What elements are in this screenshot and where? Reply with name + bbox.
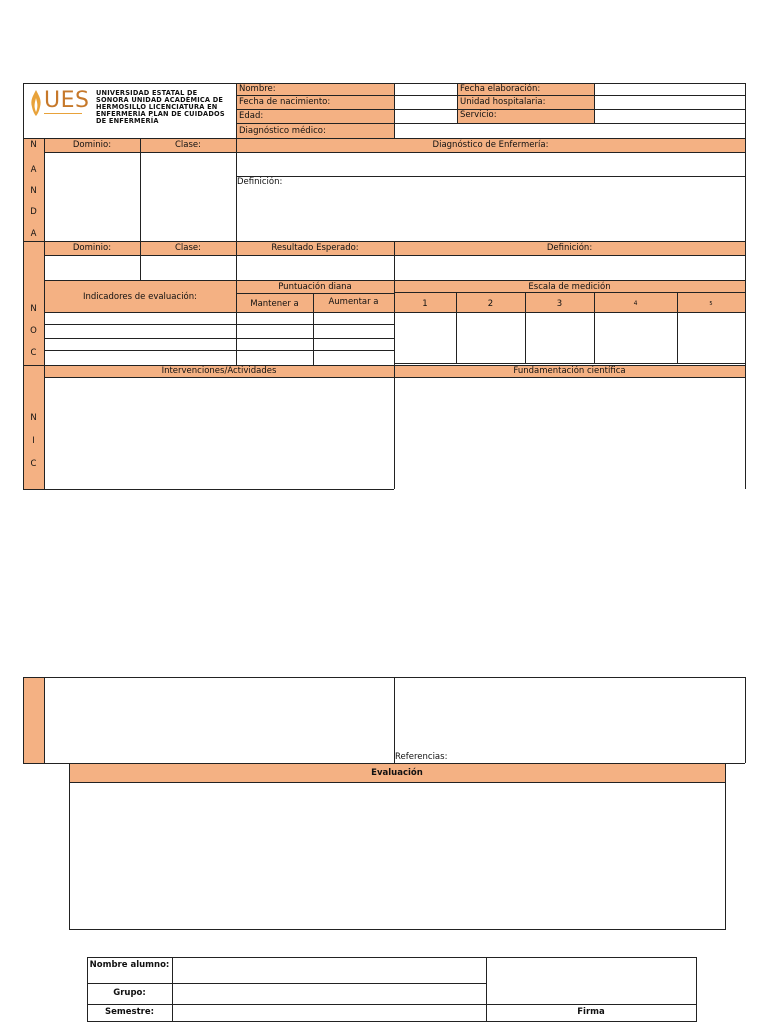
nanda-dominio-label: Dominio: [72, 140, 112, 150]
continuation-intervenciones-field[interactable] [44, 677, 394, 763]
semestre-field[interactable] [172, 1004, 486, 1022]
nic-intervenciones-label: Intervenciones/Actividades [161, 366, 277, 376]
unidad-hospitalaria-field[interactable] [594, 96, 745, 109]
nanda-clase-field[interactable] [140, 152, 236, 241]
nanda-letter-n: N [30, 140, 37, 150]
nombre-alumno-field[interactable] [172, 957, 486, 983]
nic-letter-n: N [30, 413, 37, 423]
nombre-alumno-label: Nombre alumno: [89, 960, 170, 970]
semestre-label: Semestre: [105, 1007, 154, 1017]
noc-resultado-field[interactable] [236, 255, 394, 280]
institution-line-5: DE ENFERMERÍA [96, 117, 159, 125]
scale-4: 4 [633, 300, 638, 307]
grupo-label: Grupo: [113, 988, 146, 998]
noc-dominio-label: Dominio: [72, 243, 112, 253]
firma-label: Firma [577, 1007, 605, 1017]
edad-label: Edad: [239, 111, 264, 121]
diagnostico-medico-label: Diagnóstico médico: [239, 126, 326, 136]
scale-5: 5 [709, 301, 713, 307]
nanda-letter-a2: A [30, 229, 37, 239]
servicio-label: Servicio: [460, 110, 497, 120]
indicator-row-2[interactable] [44, 324, 236, 338]
nic-letter-c: C [30, 459, 37, 469]
institution-line-1: UNIVERSIDAD ESTATAL DE [96, 89, 198, 97]
continuation-side-fill [23, 677, 44, 763]
noc-escala-label: Escala de medición [528, 282, 611, 292]
nic-fundamentacion-label: Fundamentación científica [513, 366, 626, 376]
nanda-letter-d: D [30, 207, 37, 217]
scale-3: 3 [556, 299, 563, 309]
noc-dominio-field[interactable] [44, 255, 140, 280]
noc-mantener-label: Mantener a [250, 299, 299, 309]
indicator-row-4[interactable] [44, 350, 236, 365]
noc-letter-n: N [30, 304, 37, 314]
scale-2: 2 [487, 299, 494, 309]
nanda-clase-label: Clase: [174, 140, 202, 150]
flame-logo-icon [30, 90, 42, 116]
edad-field[interactable] [394, 109, 457, 123]
noc-indicadores-label: Indicadores de evaluación: [82, 292, 198, 302]
unidad-hospitalaria-label: Unidad hospitalaria: [460, 97, 546, 107]
noc-letter-o: O [30, 326, 37, 336]
noc-clase-field[interactable] [140, 255, 236, 280]
nanda-dominio-field[interactable] [44, 152, 140, 241]
nanda-diagnostico-field[interactable] [236, 152, 745, 176]
nic-intervenciones-field[interactable] [44, 377, 394, 489]
nombre-field[interactable] [394, 83, 457, 95]
logo-rule [44, 113, 82, 114]
firma-field[interactable] [486, 957, 696, 1004]
fecha-elaboracion-label: Fecha elaboración: [460, 84, 541, 94]
fecha-nacimiento-label: Fecha de nacimiento: [239, 97, 331, 107]
grupo-field[interactable] [172, 983, 486, 1004]
nic-letter-i: I [32, 436, 35, 446]
diagnostico-medico-field[interactable] [394, 123, 745, 138]
noc-definicion-field[interactable] [394, 255, 745, 280]
nanda-letter-a: A [30, 165, 37, 175]
evaluacion-title: Evaluación [371, 768, 423, 778]
scale-1: 1 [422, 299, 428, 309]
referencias-label: Referencias: [395, 752, 448, 762]
nanda-definicion-field[interactable] [236, 186, 745, 241]
nombre-label: Nombre: [239, 84, 276, 94]
noc-side-fill [23, 241, 44, 365]
institution-line-3: HERMOSILLO LICENCIATURA EN [96, 103, 218, 111]
nanda-diagnostico-label: Diagnóstico de Enfermería: [432, 140, 549, 150]
nanda-definicion-label: Definición: [237, 177, 283, 187]
noc-letter-c: C [30, 348, 37, 358]
fecha-elaboracion-field[interactable] [594, 83, 745, 95]
nanda-letter-n2: N [30, 186, 37, 196]
servicio-field[interactable] [594, 109, 745, 123]
noc-definicion-label: Definición: [546, 243, 593, 253]
noc-puntuacion-label: Puntuación diana [278, 282, 352, 292]
institution-line-4: ENFERMERÍA PLAN DE CUIDADOS [96, 110, 225, 118]
noc-clase-label: Clase: [174, 243, 202, 253]
logo-text: UES [44, 88, 90, 113]
fecha-nacimiento-field[interactable] [394, 96, 457, 109]
nic-fundamentacion-field[interactable] [394, 377, 745, 489]
noc-aumentar-label: Aumentar a [328, 297, 379, 307]
evaluacion-field[interactable] [69, 782, 725, 930]
indicator-row-3[interactable] [44, 338, 236, 350]
nic-side-fill [23, 365, 44, 489]
institution-line-2: SONORA UNIDAD ACADÉMICA DE [96, 96, 224, 104]
noc-resultado-label: Resultado Esperado: [271, 243, 359, 253]
continuation-fundamentacion-field[interactable] [394, 677, 745, 750]
indicator-row-1[interactable] [44, 312, 236, 324]
